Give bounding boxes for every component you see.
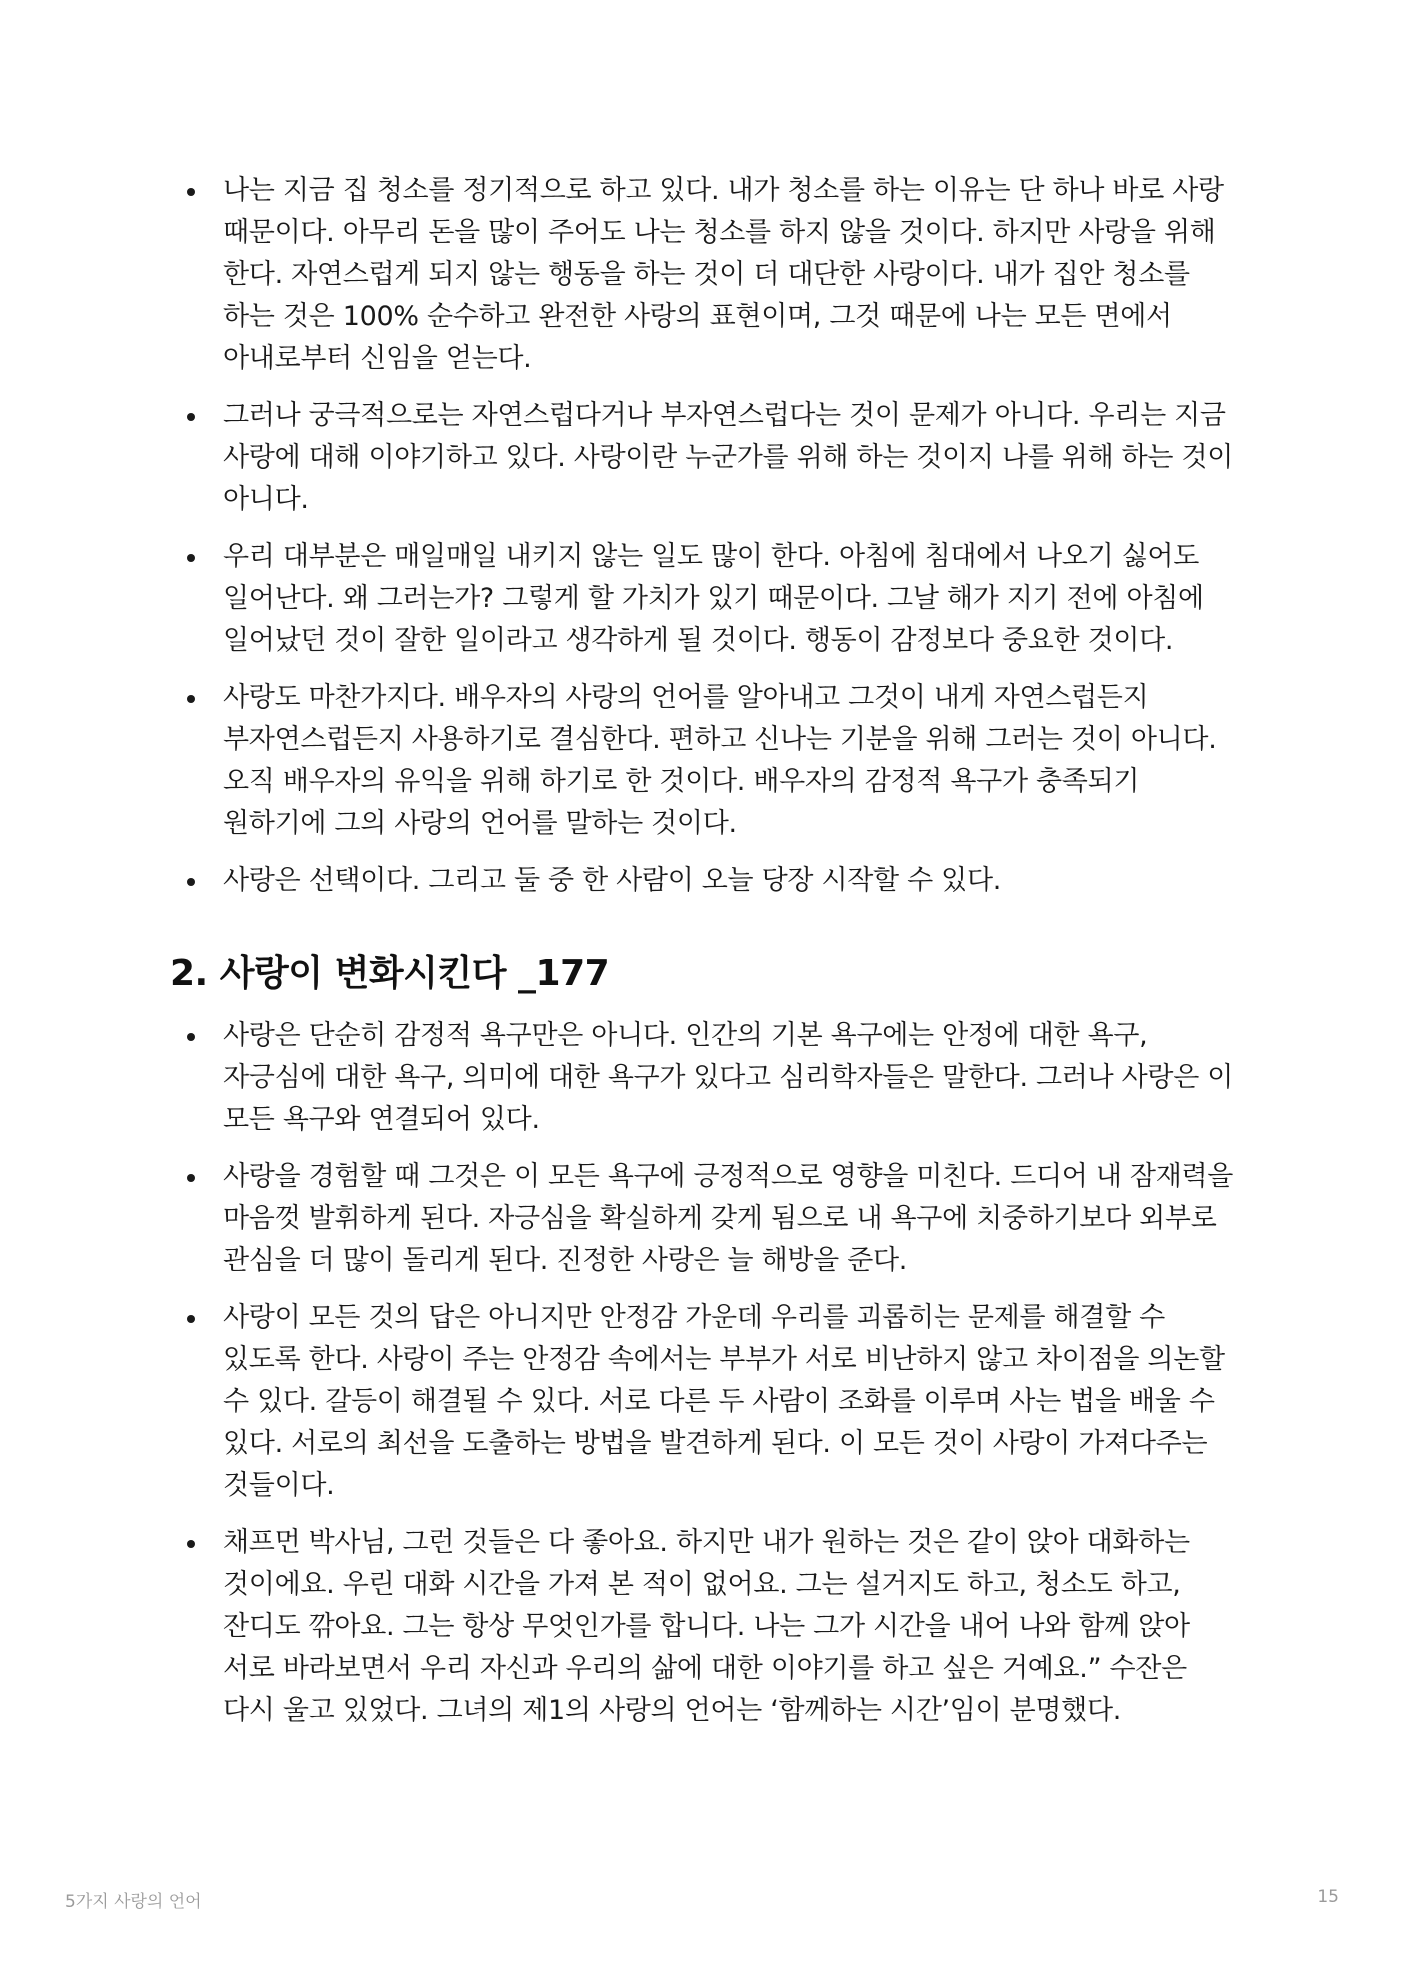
bullet-item: 사랑은 단순히 감정적 욕구만은 아니다. 인간의 기본 욕구에는 안정에 대한 욕구, 자긍심에 대한 욕구, 의미에 대한 욕구가 있다고 심리학자들은 말한다. 그러나 사랑은 이 모든 욕구와 연결되어 있다. (187, 1015, 1237, 1141)
bullet-item: 우리 대부분은 매일매일 내키지 않는 일도 많이 한다. 아침에 침대에서 나오기 싫어도 일어난다. 왜 그러는가? 그렇게 할 가치가 있기 때문이다. 그날 해가 지기 전에 아침에 일어났던 것이 잘한 일이라고 생각하게 될 것이다. 행동이 감정보다 중요한 것이다. (187, 536, 1237, 662)
bullet-item: 사랑이 모든 것의 답은 아니지만 안정감 가운데 우리를 괴롭히는 문제를 해결할 수 있도록 한다. 사랑이 주는 안정감 속에서는 부부가 서로 비난하지 않고 차이점을 의논할 수 있다. 갈등이 해결될 수 있다. 서로 다른 두 사람이 조화를 이루며 사는 법을 배울 수 있다. 서로의 최선을 도출하는 방법을 발견하게 된다. 이 모든 것이 사랑이 가져다주는 것들이다. (187, 1297, 1237, 1507)
section-heading: 2. 사랑이 변화시킨다 _177 (170, 953, 610, 994)
footer-book-title: 5가지 사랑의 언어 (65, 1892, 202, 1912)
bullet-list-section-1 (187, 170, 1237, 917)
bullet-item: 사랑을 경험할 때 그것은 이 모든 욕구에 긍정적으로 영향을 미친다. 드디어 내 잠재력을 마음껏 발휘하게 된다. 자긍심을 확실하게 갖게 됨으로 내 욕구에 치중하기보다 외부로 관심을 더 많이 돌리게 된다. 진정한 사랑은 늘 해방을 준다. (187, 1156, 1237, 1282)
bullet-item: 나는 지금 집 청소를 정기적으로 하고 있다. 내가 청소를 하는 이유는 단 하나 바로 사랑 때문이다. 아무리 돈을 많이 주어도 나는 청소를 하지 않을 것이다. 하지만 사랑을 위해 한다. 자연스럽게 되지 않는 행동을 하는 것이 더 대단한 사랑이다. 내가 집안 청소를 하는 것은 100% 순수하고 완전한 사랑의 표현이며, 그것 때문에 나는 모든 면에서 아내로부터 신임을 얻는다. (187, 170, 1237, 380)
bullet-item: 그러나 궁극적으로는 자연스럽다거나 부자연스럽다는 것이 문제가 아니다. 우리는 지금 사랑에 대해 이야기하고 있다. 사랑이란 누군가를 위해 하는 것이지 나를 위해 하는 것이 아니다. (187, 395, 1237, 521)
bullet-item: 사랑도 마찬가지다. 배우자의 사랑의 언어를 알아내고 그것이 내게 자연스럽든지 부자연스럽든지 사용하기로 결심한다. 편하고 신나는 기분을 위해 그러는 것이 아니다. 오직 배우자의 유익을 위해 하기로 한 것이다. 배우자의 감정적 욕구가 충족되기 원하기에 그의 사랑의 언어를 말하는 것이다. (187, 677, 1237, 845)
bullet-item: 사랑은 선택이다. 그리고 둘 중 한 사람이 오늘 당장 시작할 수 있다. (187, 860, 1237, 902)
bullet-list-section-2 (187, 1015, 1237, 1747)
bullet-item: 채프먼 박사님, 그런 것들은 다 좋아요. 하지만 내가 원하는 것은 같이 앉아 대화하는 것이에요. 우린 대화 시간을 가져 본 적이 없어요. 그는 설거지도 하고, 청소도 하고, 잔디도 깎아요. 그는 항상 무엇인가를 합니다. 나는 그가 시간을 내어 나와 함께 앉아 서로 바라보면서 우리 자신과 우리의 삶에 대한 이야기를 하고 싶은 거예요.” 수잔은 다시 울고 있었다. 그녀의 제1의 사랑의 언어는 ‘함께하는 시간’임이 분명했다. (187, 1522, 1237, 1732)
footer-page-number: 15 (1317, 1887, 1339, 1907)
